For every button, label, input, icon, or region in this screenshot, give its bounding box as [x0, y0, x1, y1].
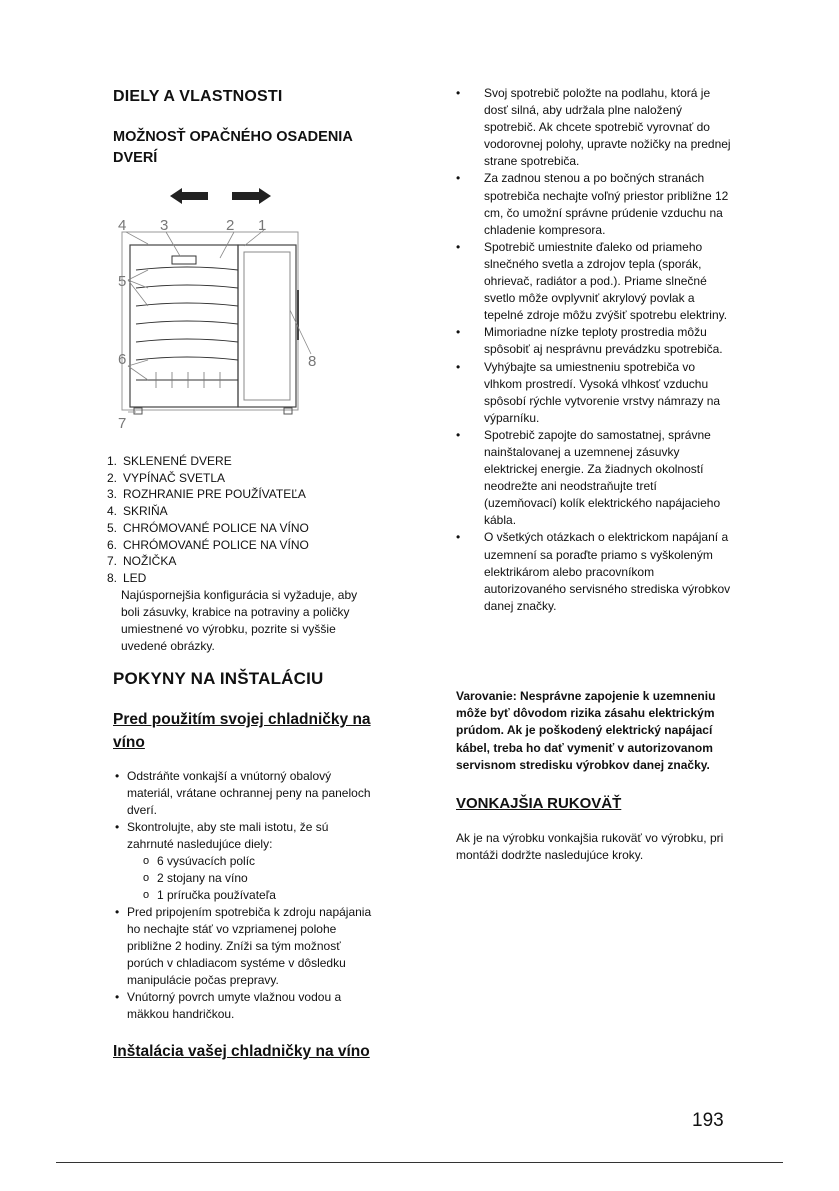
figure-label: 3	[160, 217, 169, 234]
figure-label: 4	[118, 217, 127, 234]
section-title-installation: POKYNY NA INŠTALÁCIU	[113, 669, 324, 688]
wine-cooler-diagram	[108, 180, 330, 430]
handle-text: Ak je na výrobku vonkajšia rukoväť vo výrobku, pri montáži dodržte nasledujúce kroky.	[456, 831, 724, 862]
list-item: o 2 stojany na víno	[127, 870, 375, 887]
list-item: • Spotrebič umiestnite ďaleko od priameho slnečného svetla a zdrojov tepla (sporák, ohrievač, radiátor a pod.). Priame slnečné svetlo môže ovplyvniť akrylový povlak a tepelné zdroje môžu zvýšiť spotrebu elektriny.	[456, 239, 731, 324]
footer-divider	[56, 1162, 783, 1163]
figure-label: 8	[308, 353, 317, 370]
figure-label: 7	[118, 415, 127, 430]
figure-label: 5	[118, 273, 127, 290]
list-item: • Vnútorný povrch umyte vlažnou vodou a mäkkou handričkou.	[113, 989, 375, 1023]
list-item: • Odstráňte vonkajší a vnútorný obalový materiál, vrátane ochrannej peny na paneloch dverí.	[113, 768, 375, 819]
subsection-title-install: Inštalácia vašej chladničky na víno	[113, 1043, 370, 1060]
parts-note: Najúspornejšia konfigurácia si vyžaduje, aby boli zásuvky, krabice na potraviny a poličky umiestnené vo výrobku, pozrite si vyššie uvedené obrázky.	[121, 588, 358, 653]
list-item: • Svoj spotrebič položte na podlahu, ktorá je dosť silná, aby udržala plne naložený spotrebič. Ak chcete spotrebič vyrovnať do vodorovnej polohy, upravte nožičky na prednej strane spotrebiča.	[456, 85, 731, 170]
installation-list	[456, 85, 731, 615]
figure-label: 2	[226, 217, 235, 234]
list-item: 3. ROZHRANIE PRE POUŽÍVATEĽA	[107, 487, 306, 502]
list-item: 2. VYPÍNAČ SVETLA	[107, 470, 226, 485]
included-parts-list	[127, 853, 375, 904]
list-item: • Za zadnou stenou a po bočných stranách spotrebiča nechajte voľný priestor približne 12 cm, čo umožní správne prúdenie vzduchu na chladenie kompresora.	[456, 170, 731, 238]
figure-label: 1	[258, 217, 267, 234]
parts-list	[107, 453, 377, 587]
section-title-parts: DIELY A VLASTNOSTI	[113, 88, 283, 105]
subtitle-door-reversal: MOŽNOSŤ OPAČNÉHO OSADENIA DVERÍ	[113, 129, 353, 166]
list-item: 6. CHRÓMOVANÉ POLICE NA VÍNO	[107, 537, 309, 552]
page-number: 193	[692, 1110, 724, 1131]
list-item: o 6 vysúvacích políc	[127, 853, 375, 870]
list-item: 4. SKRIŇA	[107, 504, 168, 519]
door-direction-arrows	[170, 188, 271, 204]
section-title-handle: VONKAJŠIA RUKOVÄŤ	[456, 795, 622, 812]
list-item: • Mimoriadne nízke teploty prostredia môžu spôsobiť aj nesprávnu prevádzku spotrebiča.	[456, 324, 731, 358]
list-item: • Vyhýbajte sa umiestneniu spotrebiča vo vlhkom prostredí. Vysoká vlhkosť vzduchu spôsobí rýchle vytvorenie vrstvy námrazy na výparníku.	[456, 359, 731, 427]
subsection-title-before-use: Pred použitím svojej chladničky na víno	[113, 711, 371, 751]
list-item: 8. LED	[107, 570, 147, 585]
before-use-list	[113, 768, 375, 1023]
list-item: o 1 príručka používateľa	[127, 887, 375, 904]
list-item: • Pred pripojením spotrebiča k zdroju napájania ho nechajte stáť vo vzpriamenej polohe približne 2 hodiny. Zníži sa tým možnosť porúch v chladiacom systéme v dôsledku manipulácie počas prepravy.	[113, 904, 375, 989]
list-item: 5. CHRÓMOVANÉ POLICE NA VÍNO	[107, 520, 309, 535]
figure-label: 6	[118, 351, 127, 368]
list-item: 7. NOŽIČKA	[107, 554, 177, 569]
warning-text: Varovanie: Nesprávne zapojenie k uzemneniu môže byť dôvodom rizika zásahu elektrickým prúdom. Ak je poškodený elektrický napájací kábel, treba ho dať vymeniť v autorizovanom servisnom stredisku výrobkov danej značky.	[456, 689, 716, 772]
list-item: • Spotrebič zapojte do samostatnej, správne nainštalovanej a uzemnenej zásuvky elektrickej energie. Za žiadnych okolností neodrežte ani neodstraňujte tretí (uzemňovací) kolík elektrického napájacieho kábla.	[456, 427, 731, 530]
list-item: 1. SKLENENÉ DVERE	[107, 454, 232, 468]
list-item: • Skontrolujte, aby ste mali istotu, že sú zahrnuté nasledujúce diely: o 6 vysúvacích políc o 2 stojany na víno o 1 príručka používateľa	[113, 819, 375, 904]
list-item: • O všetkých otázkach o elektrickom napájaní a uzemnení sa poraďte priamo s vyškoleným elektrikárom alebo pracovníkom autorizovaného servisného strediska výrobkov danej značky.	[456, 529, 731, 614]
